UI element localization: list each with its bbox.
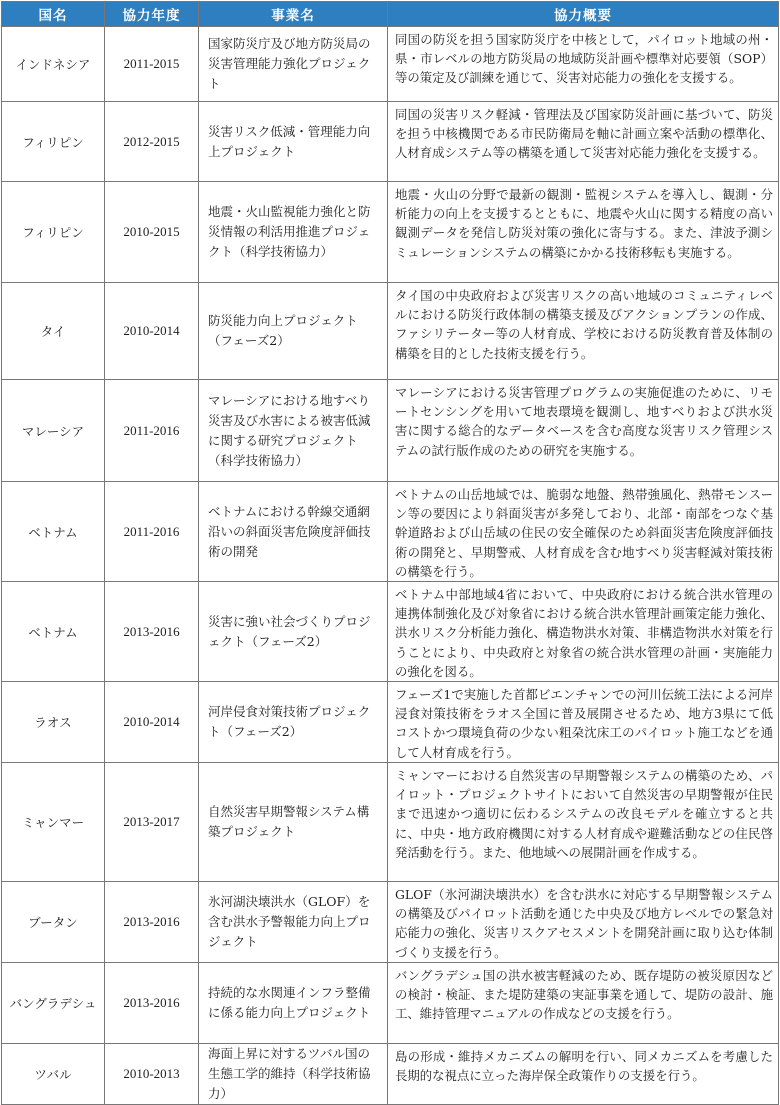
table-row [2, 682, 779, 763]
country-cell: バングラデシュ [2, 963, 105, 1044]
table-row [2, 182, 779, 283]
table-row [2, 1044, 779, 1105]
table-row [2, 482, 779, 582]
table-row [2, 582, 779, 682]
cooperation-table [1, 1, 779, 1105]
overview-text: マレーシアにおける災害管理プログラムの実施促進のために、リモートセンシングを用いて地表環境を観測し、地すべりおよび洪水災害に関する総合的なデータベースを含む高度な災害リスク管理システムの試行版作成のための研究を実施する。 [395, 385, 773, 458]
country-cell: ミャンマー [2, 763, 105, 882]
country-cell: ベトナム [2, 582, 105, 682]
overview-text: タイ国の中央政府および災害リスクの高い地域のコミュニティレベルにおける防災行政体制の構築支援及びアクションプランの作成、ファシリテーター等の人材育成、学校における防災教育普及体制の構築を目的とした技術支援を行う。 [395, 288, 773, 361]
country-cell: インドネシア [2, 27, 105, 102]
country-cell: ツバル [2, 1044, 105, 1105]
overview-text: 同国の防災を担う国家防災庁を中核として，パイロット地域の州・県・市レベルの地方防災局の地域防災計画や標準対応要領（SOP）等の策定及び訓練を通じて、災害対応能力の強化を支援する。 [395, 32, 773, 86]
period-cell: 2010-2014 [105, 682, 199, 763]
overview-cell [388, 380, 779, 482]
period-cell: 2010-2015 [105, 182, 199, 283]
overview-text: 地震・火山の分野で最新の観測・監視システムを導入し、観測・分析能力の向上を支援するとともに、地震や火山に関する精度の高い観測データを発信し防災対策の強化に寄与する。また、津波予測シミュレーションシステムの構築にかかる技術移転も実施する。 [395, 187, 773, 260]
country-cell: フィリピン [2, 102, 105, 182]
overview-text: 同国の災害リスク軽減・管理法及び国家防災計画に基づいて、防災を担う中核機関である市民防衛局を軸に計画立案や活動の標準化、人材育成システム等の構築を通して災害対応能力強化を支援する。 [395, 107, 773, 161]
country-cell: マレーシア [2, 380, 105, 482]
overview-cell [388, 1044, 779, 1105]
country-cell: ラオス [2, 682, 105, 763]
overview-cell [388, 582, 779, 682]
project-cell: 地震・火山監視能力強化と防災情報の利活用推進プロジェクト（科学技術協力） [199, 182, 388, 283]
header-project: 事業名 [199, 2, 388, 27]
overview-cell [388, 182, 779, 283]
overview-text: ベトナム中部地域4省において、中央政府における統合洪水管理の連携体制強化及び対象省における統合洪水管理計画策定能力強化、洪水リスク分析能力強化、構造物洪水対策、非構造物洪水対策を行うことにより、中央政府と対象省の統合洪水管理の計画・実施能力の強化を図る。 [395, 587, 773, 679]
overview-text: ミャンマーにおける自然災害の早期警報システムの構築のため、パイロット・プロジェクトサイトにおいて自然災害の早期警報が住民まで迅速かつ適切に伝わるシステムの改良モデルを確立すると共に、中央・地方政府機関に対する人材育成や避難活動などの住民啓発活動を行う。また、他地域への展開計画を作成する。 [395, 768, 773, 860]
country-cell: ベトナム [2, 482, 105, 582]
overview-text: GLOF（氷河湖決壊洪水）を含む洪水に対応する早期警報システムの構築及びパイロット活動を通じた中央及び地方レベルでの緊急対応能力の強化、災害リスクアセスメントを開発計画に取り込む体制づくり支援を行う。 [395, 887, 773, 960]
period-cell: 2011-2015 [105, 27, 199, 102]
overview-cell [388, 682, 779, 763]
project-cell: 防災能力向上プロジェクト（フェーズ2） [199, 283, 388, 380]
period-cell: 2013-2016 [105, 963, 199, 1044]
overview-cell [388, 482, 779, 582]
period-cell: 2013-2016 [105, 582, 199, 682]
table-row [2, 882, 779, 963]
overview-cell [388, 102, 779, 182]
project-cell: 自然災害早期警報システム構築プロジェクト [199, 763, 388, 882]
project-cell: 災害リスク低減・管理能力向上プロジェクト [199, 102, 388, 182]
overview-cell [388, 963, 779, 1044]
project-cell: ベトナムにおける幹線交通網沿いの斜面災害危険度評価技術の開発 [199, 482, 388, 582]
overview-cell [388, 882, 779, 963]
table-row [2, 963, 779, 1044]
project-cell: 海面上昇に対するツバル国の生態工学的維持（科学技術協力） [199, 1044, 388, 1105]
period-cell: 2010-2014 [105, 283, 199, 380]
header-overview: 協力概要 [388, 2, 779, 27]
project-cell: 氷河湖決壊洪水（GLOF）を含む洪水予警報能力向上プロジェクト [199, 882, 388, 963]
period-cell: 2012-2015 [105, 102, 199, 182]
period-cell: 2013-2016 [105, 882, 199, 963]
table-row [2, 102, 779, 182]
overview-text: バングラデシュ国の洪水被害軽減のため、既存堤防の被災原因などの検討・検証、また堤防建築の実証事業を通して、堤防の設計、施工、維持管理マニュアルの作成などの支援を行う。 [395, 968, 773, 1022]
period-cell: 2011-2016 [105, 380, 199, 482]
table-row [2, 763, 779, 882]
country-cell: フィリピン [2, 182, 105, 283]
header-period: 協力年度 [105, 2, 199, 27]
table-row [2, 283, 779, 380]
project-cell: 災害に強い社会づくりプロジェクト（フェーズ2） [199, 582, 388, 682]
table-row [2, 380, 779, 482]
overview-cell [388, 27, 779, 102]
project-cell: マレーシアにおける地すべり災害及び水害による被害低減に関する研究プロジェクト（科学技術協力） [199, 380, 388, 482]
overview-text: 島の形成・維持メカニズムの解明を行い、同メカニズムを考慮した長期的な視点に立った海岸保全政策作りの支援を行う。 [395, 1049, 773, 1084]
overview-cell [388, 283, 779, 380]
country-cell: ブータン [2, 882, 105, 963]
period-cell: 2011-2016 [105, 482, 199, 582]
project-cell: 持続的な水関連インフラ整備に係る能力向上プロジェクト [199, 963, 388, 1044]
overview-cell [388, 763, 779, 882]
header-country: 国名 [2, 2, 105, 27]
overview-text: ベトナムの山岳地域では、脆弱な地盤、熱帯強風化、熱帯モンスーン等の要因により斜面災害が多発しており、北部・南部をつなぐ基幹道路および山岳域の住民の安全確保のため斜面災害危険度評価技術の開発と、早期警戒、人材育成を含む地すべり災害軽減対策技術の構築を行う。 [395, 487, 773, 579]
project-cell: 河岸侵食対策技術プロジェクト（フェーズ2） [199, 682, 388, 763]
header-row [2, 2, 779, 27]
country-cell: タイ [2, 283, 105, 380]
period-cell: 2013-2017 [105, 763, 199, 882]
project-cell: 国家防災庁及び地方防災局の災害管理能力強化プロジェクト [199, 27, 388, 102]
table-row [2, 27, 779, 102]
period-cell: 2010-2013 [105, 1044, 199, 1105]
overview-text: フェーズ1で実施した首都ビエンチャンでの河川伝統工法による河岸浸食対策技術をラオス全国に普及展開させるため、地方3県にて低コストかつ環境負荷の少ない粗朶沈床工のパイロット施工などを通して人材育成を行う。 [395, 687, 773, 760]
